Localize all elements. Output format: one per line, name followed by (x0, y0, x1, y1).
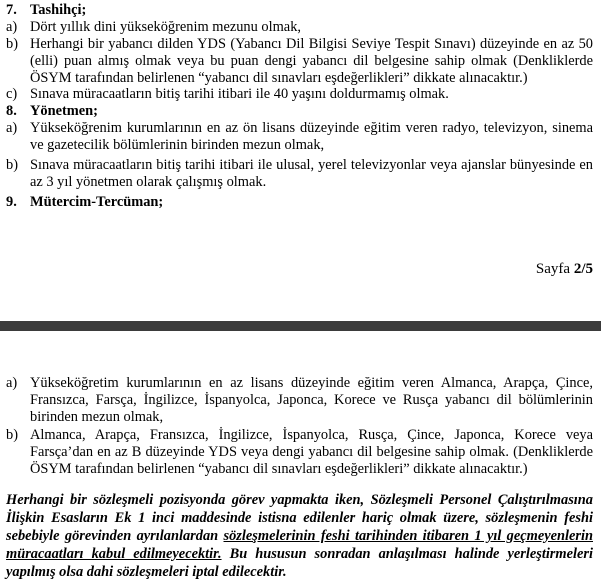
page-count: 2/5 (573, 261, 593, 277)
note-text: Bu hususun sonradan anlaşılması halinde yerleştirmeleri yapılmış olsa dahi sözleşmeleri iptal edilecektir. (6, 546, 593, 580)
list-item (6, 86, 593, 103)
item-text: Sınava müracaatların bitiş tarihi itibari ile ulusal, yerel televizyonlar veya ajanslar bünyesinde en az 3 yıl yönetmen olarak çalışmış olmak. (30, 157, 593, 191)
warning-note (6, 491, 593, 581)
page-number (536, 261, 593, 278)
section-heading (6, 194, 163, 211)
list-item (6, 375, 593, 427)
page-separator (0, 321, 601, 331)
list-item (6, 120, 593, 154)
document-page-2 (0, 331, 601, 584)
list-item (6, 157, 593, 191)
item-label: b) (6, 427, 18, 443)
section-number: 7. (6, 2, 17, 18)
item-text: Almanca, Arapça, Fransızca, İngilizce, İspanyolca, Rusça, Çince, Japonca, Korece veya Farsça’dan en az B düzeyinde YDS veya dengi yabancı dil belgesine sahip olmak. (Denkliklerde ÖSYM tarafından belirlenen “yabancı dil sınavları eşdeğerlikleri” dikkate alınacaktır.) (30, 427, 593, 478)
section-number: 8. (6, 103, 17, 119)
item-label: b) (6, 36, 18, 52)
list-item (6, 36, 593, 88)
section-heading (6, 103, 98, 120)
item-label: c) (6, 86, 18, 102)
item-text: Dört yıllık dini yükseköğrenim mezunu olmak, (30, 19, 301, 35)
section-heading (6, 2, 86, 19)
item-text: Herhangi bir yabancı dilden YDS (Yabancı Dil Bilgisi Seviye Tespit Sınavı) düzeyinde en az 50 (elli) puan almış olmak veya bu puan dengi yabancı dil belgesine sahip olmak (Denkliklerde ÖSYM tarafından belirlenen “yabancı dil sınavları eşdeğerlikleri” dikkate alınacaktır.) (30, 36, 593, 87)
item-label: b) (6, 157, 18, 173)
note-text: Herhangi bir sözleşmeli pozisyonda görev yapmakta iken, Sözleşmeli Personel Çalıştırılmasına İlişkin Esasların Ek 1 inci maddesinde istisna edilenler hariç olmak üzere, sözleşmenin feshi sebebiyle görevinden ayrılanlardan (6, 492, 593, 544)
item-text: Yükseköğrenim kurumlarının en az ön lisans düzeyinde eğitim veren radyo, televizyon, sinema ve gazetecilik bölümlerinin birinden mezun olmak, (30, 120, 593, 154)
list-item (6, 427, 593, 479)
section-title: Mütercim-Tercüman; (30, 194, 164, 210)
item-label: a) (6, 375, 18, 391)
item-label: a) (6, 120, 18, 136)
item-label: a) (6, 19, 18, 35)
item-text: Sınava müracaatların bitiş tarihi itibari ile 40 yaşını doldurmamış olmak. (30, 86, 449, 102)
section-number: 9. (6, 194, 17, 210)
page-label: Sayfa (535, 261, 571, 277)
list-item (6, 19, 593, 36)
section-title: Yönetmen; (30, 103, 98, 119)
section-title: Tashihçi; (30, 2, 87, 18)
note-underlined-text: sözleşmelerinin feshi tarihinden itibaren 1 yıl geçmeyenlerin müracaatları kabul edilmeyecektir. (6, 528, 593, 562)
item-text: Yükseköğretim kurumlarının en az lisans düzeyinde eğitim veren Almanca, Arapça, Çince, Fransızca, Farsça, İngilizce, İspanyolca, Japonca, Korece ve Rusça yabancı dil bölümlerinin birinden mezun olmak, (30, 375, 593, 426)
